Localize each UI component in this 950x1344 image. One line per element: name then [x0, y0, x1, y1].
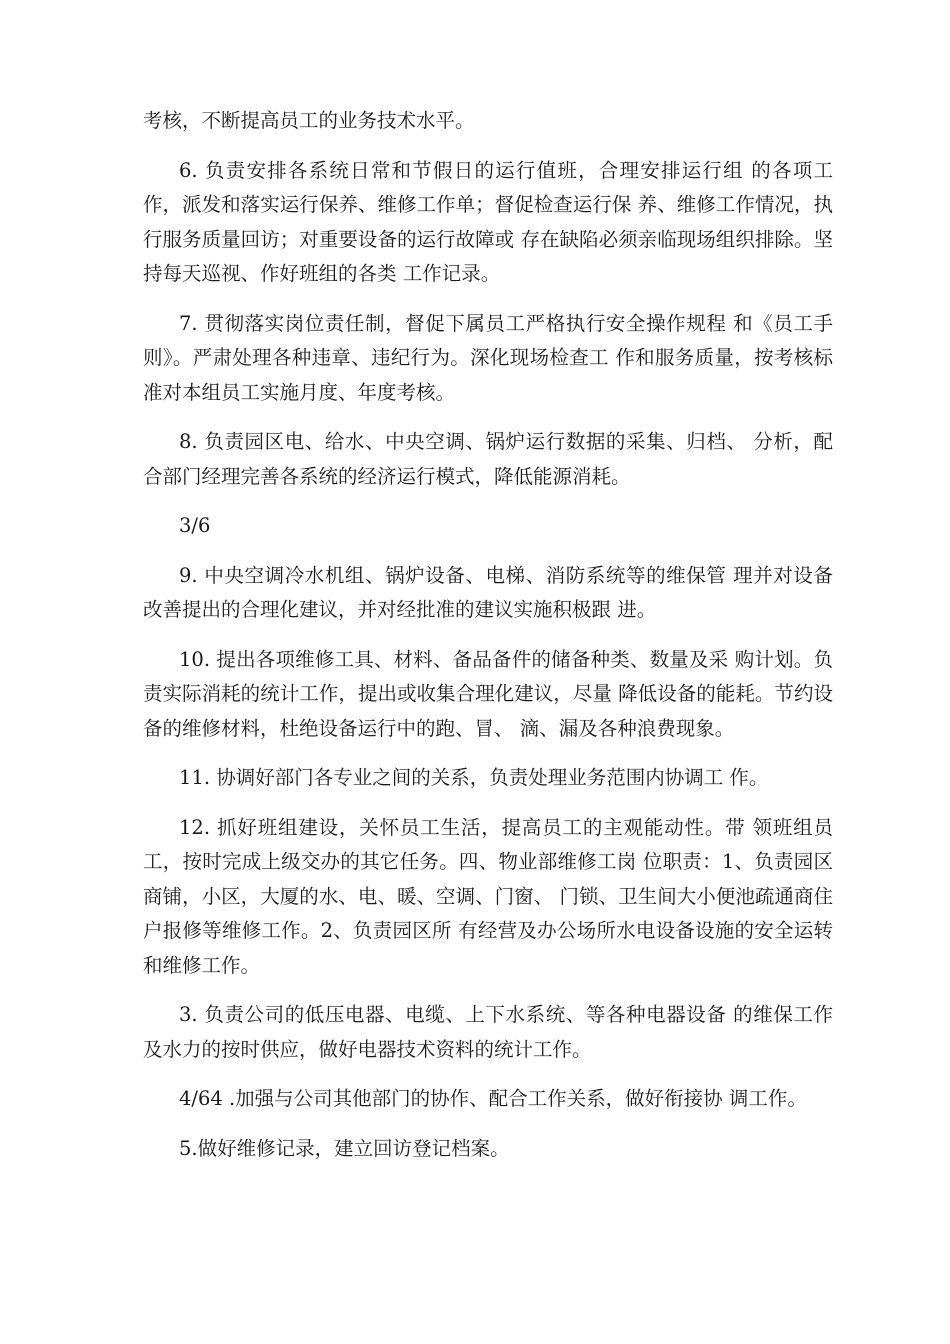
paragraph-item-11: 11. 协调好部门各专业之间的关系，负责处理业务范围内协调工 作。 — [179, 766, 769, 789]
paragraph-item-7: 7. 贯彻落实岗位责任制，督促下属员工严格执行安全操作规程 和《员工手则》。严肃处理各种违章、违纪行为。深化现场检查工 作和服务质量，按考核标准对本组员工实施月度、年度考核。 — [143, 311, 833, 404]
paragraph-item-5: 5.做好维修记录，建立回访登记档案。 — [179, 1136, 510, 1160]
paragraph-item-6: 6. 负责安排各系统日常和节假日的运行值班，合理安排运行组 的各项工作，派发和落实运行保养、维修工作单；督促检查运行保 养、维修工作情况，执行服务质量回访；对重要设备的运行故障或 存在缺陷必须亲临现场组织排除。坚持每天巡视、作好班组的各类 工作记录。 — [143, 158, 833, 285]
paragraph-item-8: 8. 负责园区电、给水、中央空调、锅炉运行数据的采集、归档、 分析，配合部门经理完善各系统的经济运行模式，降低能源消耗。 — [143, 430, 833, 488]
paragraph-item-10: 10. 提出各项维修工具、材料、备品备件的储备种类、数量及采 购计划。负责实际消耗的统计工作，提出或收集合理化建议，尽量 降低设备的能耗。节约设备的维修材料，杜绝设备运行中的跑、冒、 滴、漏及各种浪费现象。 — [143, 647, 833, 740]
paragraph-item-3: 3. 负责公司的低压电器、电缆、上下水系统、等各种电器设备 的维保工作及水力的按时供应，做好电器技术资料的统计工作。 — [143, 1003, 833, 1061]
paragraph-item-12: 12. 抓好班组建设，关怀员工生活，提高员工的主观能动性。带 领班组员工，按时完成上级交办的其它任务。四、物业部维修工岗 位职责：1、负责园区商铺，小区，大厦的水、电、暖、空调、门窗、 门锁、卫生间大小便池疏通商住户报修等维修工作。2、负责园区所 有经营及办公场所水电设备设施的安全运转和维修工作。 — [143, 815, 833, 977]
paragraph-continuation: 考核，不断提高员工的业务技术水平。 — [143, 109, 475, 132]
paragraph-item-4: 4/64 .加强与公司其他部门的协作、配合工作关系，做好衔接协 调工作。 — [179, 1087, 807, 1110]
page-number-marker: 3/6 — [179, 514, 211, 537]
paragraph-item-9: 9. 中央空调冷水机组、锅炉设备、电梯、消防系统等的维保管 理并对设备改善提出的合理化建议，并对经批准的建议实施积极跟 进。 — [143, 563, 833, 621]
document-body — [143, 104, 833, 1181]
